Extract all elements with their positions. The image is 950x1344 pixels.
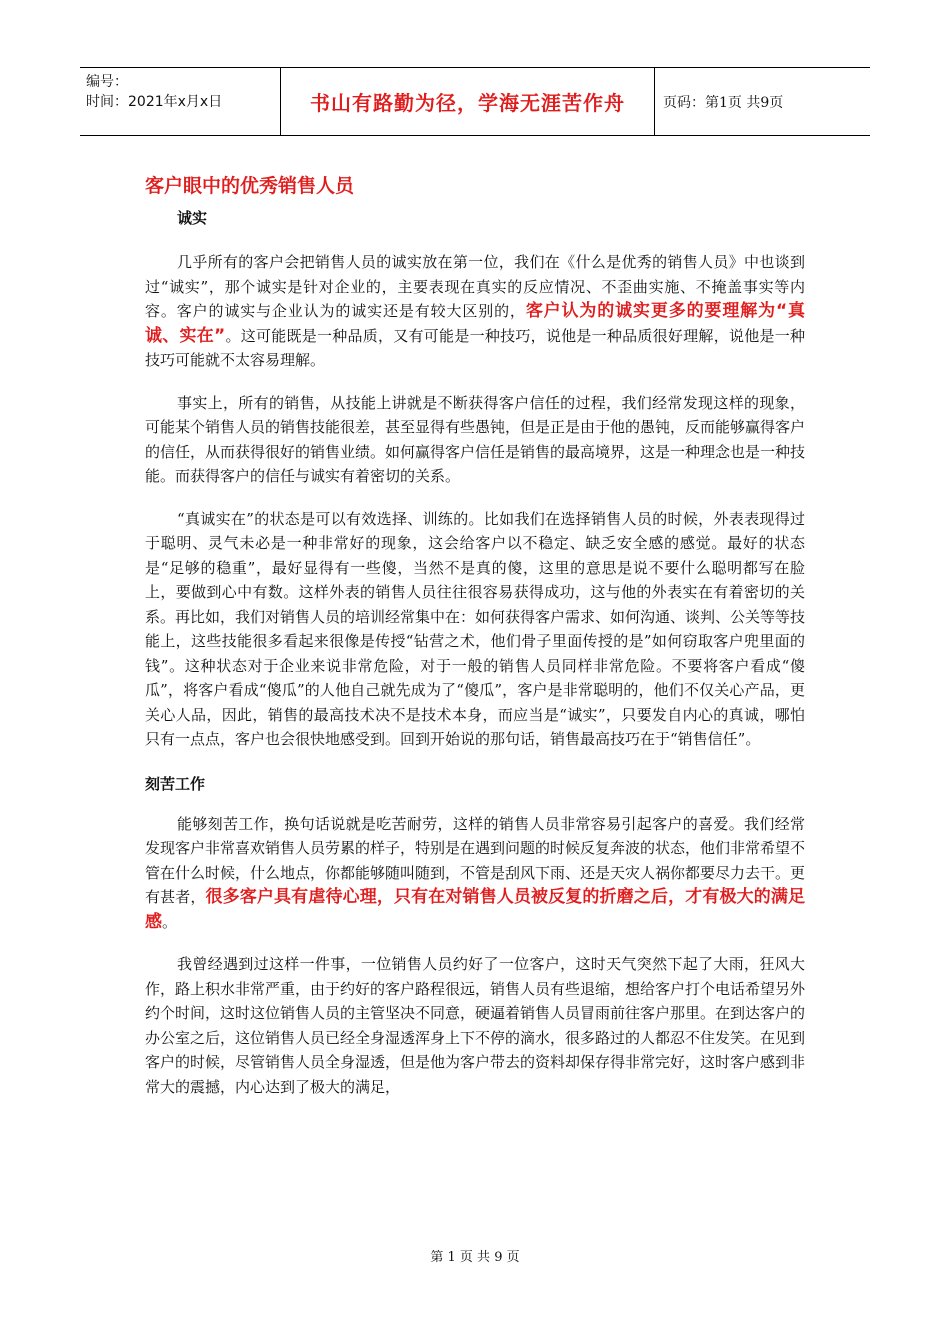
motto: 书山有路勤为径，学海无涯苦作舟 bbox=[310, 91, 625, 115]
paragraph-4 bbox=[145, 812, 805, 935]
section-heading-honesty: 诚实 bbox=[177, 209, 208, 227]
header-table bbox=[80, 67, 870, 136]
header-meta bbox=[80, 68, 280, 135]
paragraph-4-text-a: 能够刻苦工作，换句话说就是吃苦耐劳，这样的销售人员非常容易引起客户的喜爱。我们经常发现客户非常喜欢销售人员劳累的样子，特别是在遇到问题的时候反复奔波的状态，他们非常希望不管在什么时候，什么地点，你都能够随叫随到，不管是刮风下雨、还是天灾人祸你都要尽力去干。更有甚者， bbox=[145, 814, 806, 906]
document-body bbox=[145, 172, 805, 1099]
paragraph-5: 我曾经遇到过这样一件事，一位销售人员约好了一位客户，这时天气突然下起了大雨，狂风大作，路上积水非常严重，由于约好的客户路程很远，销售人员有些退缩，想给客户打个电话希望另外约个时间，这时这位销售人员的主管坚决不同意，硬逼着销售人员冒雨前往客户那里。在到达客户的办公室之后，这位销售人员已经全身湿透浑身上下不停的滴水，很多路过的人都忍不住发笑。在见到客户的时候，尽管销售人员全身湿透，但是他为客户带去的资料却保存得非常完好，这时客户感到非常大的震撼，内心达到了极大的满足， bbox=[145, 955, 806, 1096]
section-heading-hard-work: 刻苦工作 bbox=[145, 774, 206, 793]
page-info: 页码：第1页 共9页 bbox=[663, 94, 784, 111]
time-label: 时间：2021年x月x日 bbox=[86, 94, 223, 110]
header-motto-cell bbox=[280, 68, 655, 135]
document-title: 客户眼中的优秀销售人员 bbox=[145, 175, 355, 197]
paragraph-3: “真诚实在”的状态是可以有效选择、训练的。比如我们在选择销售人员的时候，外表表现得过于聪明、灵气未必是一种非常好的现象，这会给客户以不稳定、缺乏安全感的感觉。最好的状态是“足够的稳重”，最好显得有一些傻，当然不是真的傻，这里的意思是说不要什么聪明都写在脸上，要做到心中有数。这样外表的销售人员往往很容易获得成功，这与他的外表实在有着密切的关系。再比如，我们对销售人员的培训经常集中在：如何获得客户需求、如何沟通、谈判、公关等等技能上，这些技能很多看起来很像是传授“钻营之术，他们骨子里面传授的是”如何窃取客户兜里面的钱”。这种状态对于企业来说非常危险，对于一般的销售人员同样非常危险。不要将客户看成“傻瓜”，将客户看成“傻瓜”的人他自己就先成为了“傻瓜”，客户是非常聪明的，他们不仅关心产品，更关心人品，因此，销售的最高技术决不是技术本身，而应当是“诚实”，只要发自内心的真诚，哪怕只有一点点，客户也会很快地感受到。回到开始说的那句话，销售最高技巧在于“销售信任”。 bbox=[145, 509, 806, 748]
paragraph-2: 事实上，所有的销售，从技能上讲就是不断获得客户信任的过程，我们经常发现这样的现象，可能某个销售人员的销售技能很差，甚至显得有些愚钝，但是正是由于他的愚钝，反而能够赢得客户的信任，从而获得很好的销售业绩。如何赢得客户信任是销售的最高境界，这是一种理念也是一种技能。而获得客户的信任与诚实有着密切的关系。 bbox=[145, 393, 806, 485]
paragraph-4-text-b: 。 bbox=[162, 912, 178, 931]
paragraph-1-text-b: 。这可能既是一种品质，又有可能是一种技巧，说他是一种品质很好理解，说他是一种技巧可能就不太容易理解。 bbox=[145, 326, 805, 369]
paragraph-1-text-a: 几乎所有的客户会把销售人员的诚实放在第一位，我们在《什么是优秀的销售人员》中也谈到过“诚实”，那个诚实是针对企业的，主要表现在真实的反应情况、不歪曲实施、不掩盖事实等内容。客户的诚实与企业认为的诚实还是有较大区别的， bbox=[145, 253, 805, 320]
paragraph-1-highlight: 客户认为的诚实更多的要理解为“真诚、实在” bbox=[145, 301, 805, 346]
paragraph-1 bbox=[145, 250, 805, 373]
page-footer: 第 1 页 共 9 页 bbox=[430, 1250, 520, 1265]
paragraph-4-highlight: 很多客户具有虐待心理，只有在对销售人员被反复的折磨之后，才有极大的满足感 bbox=[145, 887, 805, 932]
number-label: 编号： bbox=[86, 74, 128, 90]
